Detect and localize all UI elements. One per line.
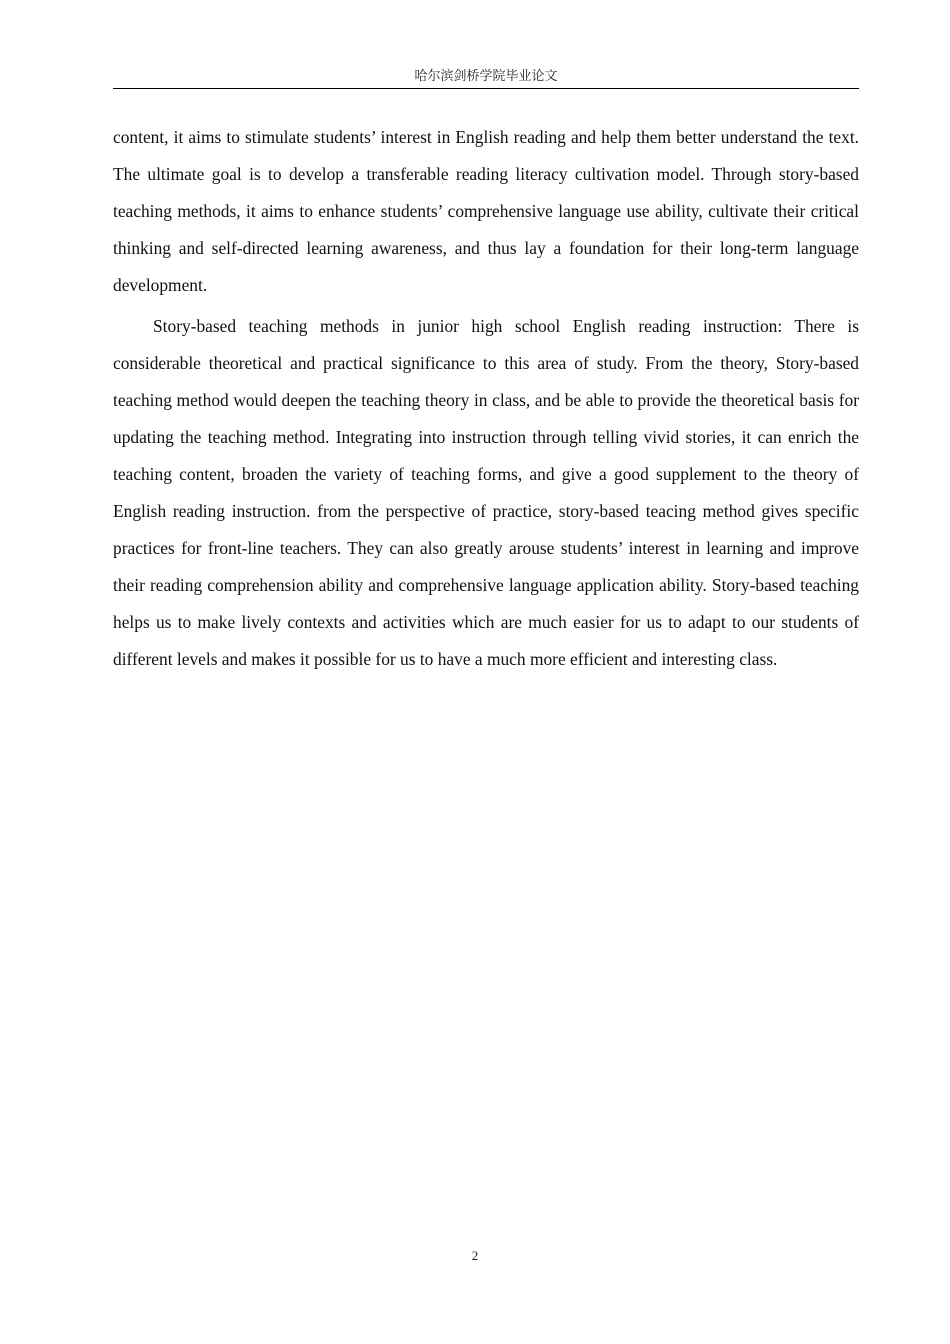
header-title: 哈尔滨剑桥学院毕业论文: [414, 68, 558, 83]
paragraph-continuation: content, it aims to stimulate students’ interest in English reading and help them better understand the text. The ultimate goal is to develop a transferable reading literacy cultivation model. Through story-based teaching methods, it aims to enhance students’ comprehensive language use ability, cultivate their critical thinking and self-directed learning awareness, and thus lay a foundation for their long-term language development.: [113, 127, 859, 295]
body-text: [113, 119, 859, 678]
page-number: 2: [471, 1248, 479, 1263]
page-header: [113, 66, 859, 89]
paragraph-significance: Story-based teaching methods in junior high school English reading instruction: There is considerable theoretical and practical significance to this area of study. From the theory, Story-based teaching method would deepen the teaching theory in class, and be able to provide the theoretical basis for updating the teaching method. Integrating into instruction through telling vivid stories, it can enrich the teaching content, broaden the variety of teaching forms, and give a good supplement to the theory of English reading instruction. from the perspective of practice, story-based teacing method gives specific practices for front-line teachers. They can also greatly arouse students’ interest in learning and improve their reading comprehension ability and comprehensive language application ability. Story-based teaching helps us to make lively contexts and activities which are much easier for us to adapt to our students of different levels and makes it possible for us to have a much more efficient and interesting class.: [113, 316, 859, 669]
